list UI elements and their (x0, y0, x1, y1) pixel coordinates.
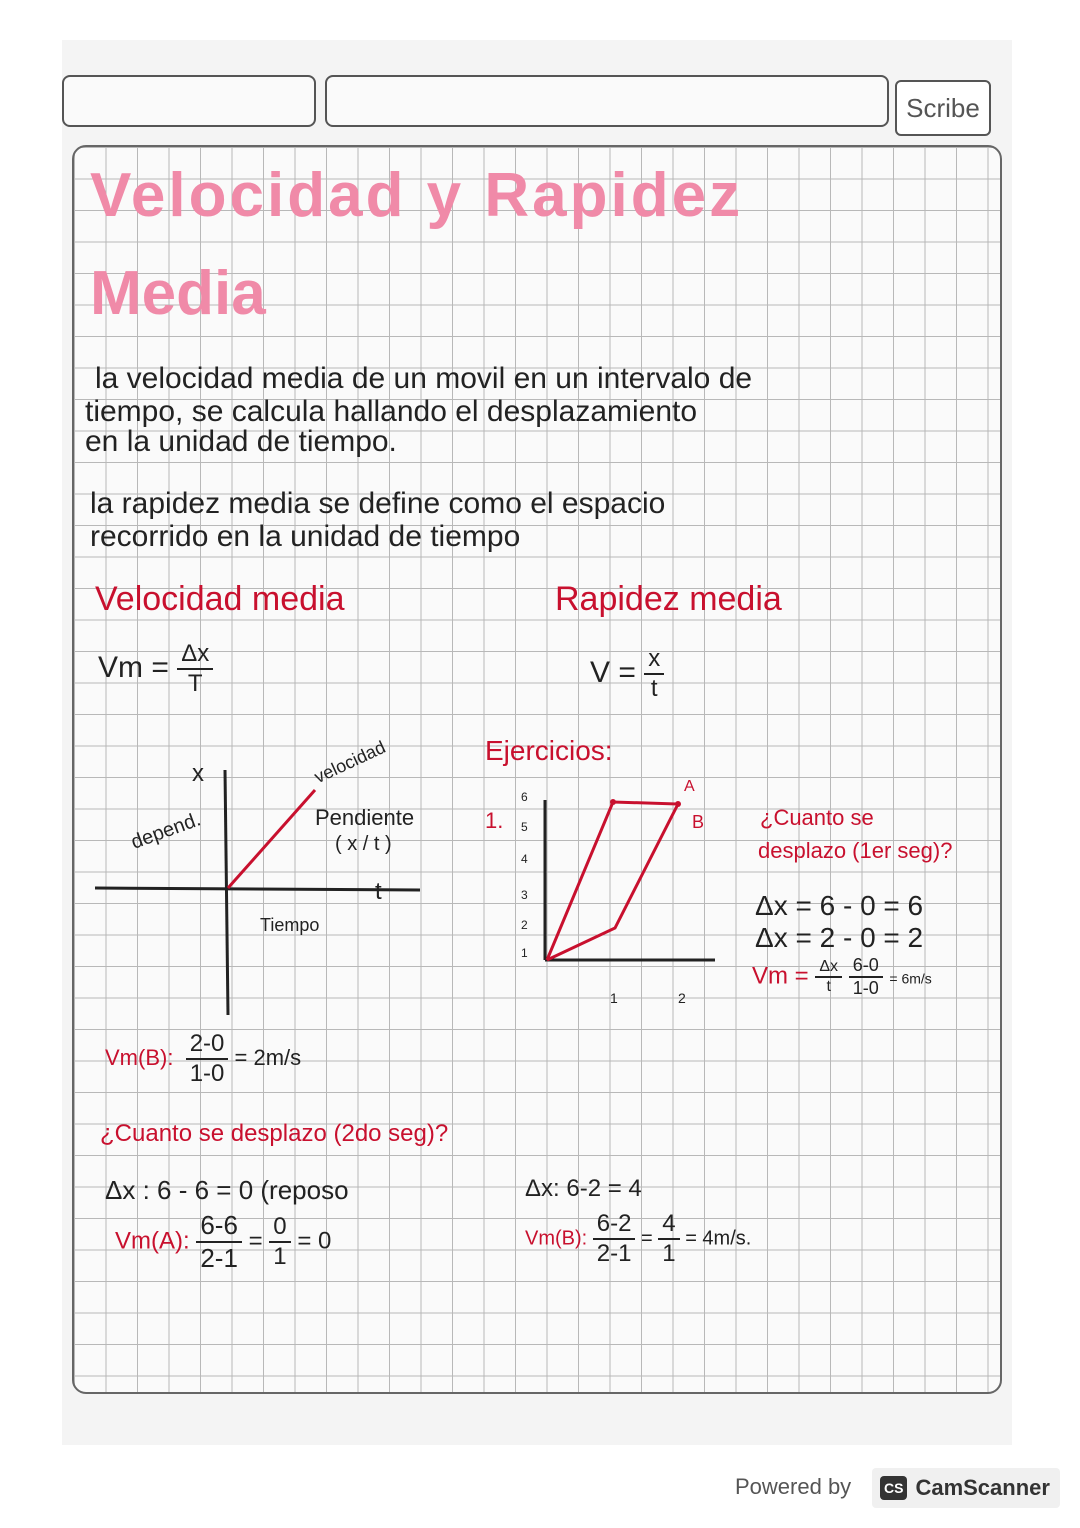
y-axis (225, 770, 228, 1015)
lhs: V = (590, 655, 636, 689)
numerator: 0 (269, 1213, 290, 1243)
point-b-label: B (692, 812, 705, 832)
numerator: Δx (815, 958, 842, 978)
numerator: Δx (177, 640, 213, 670)
title-line1: Velocidad y Rapidez (90, 161, 744, 230)
result: = 6m/s (889, 970, 932, 987)
lhs: Vm(B): (525, 1227, 588, 1250)
vma-calc: Vm(A): $\frac{6-6}{2-1}$ = $\frac{0}{1}$ = 0 (115, 1210, 332, 1273)
denominator: t (650, 675, 658, 702)
brand-logo: Scribe (895, 80, 991, 136)
numerator: 6-2 (593, 1210, 636, 1240)
lhs: Vm(A): (115, 1227, 190, 1255)
calc-line: Δx = 2 - 0 = 2 (755, 922, 924, 953)
point-b (675, 801, 681, 807)
denominator: 1 (662, 1240, 676, 1267)
ejercicios-heading: Ejercicios: (485, 735, 613, 766)
y-tick: 1 (521, 946, 528, 960)
y-tick: 6 (521, 790, 528, 804)
position-path (547, 802, 678, 960)
exercise-number: 1. (485, 808, 504, 833)
result: = 2m/s (234, 1044, 302, 1070)
text-line: la rapidez media se define como el espacio (90, 487, 666, 520)
x-tick: 2 (678, 990, 686, 1006)
point-a-label: A (684, 778, 695, 795)
y-tick: 2 (521, 918, 528, 932)
y-tick: 5 (521, 820, 528, 834)
x-axis (95, 888, 420, 890)
rapidez-heading: Rapidez media (555, 580, 782, 618)
slope-sub: ( x / t ) (335, 833, 392, 855)
lhs: Vm = (98, 650, 169, 684)
numerator: 4 (658, 1210, 679, 1240)
denominator: 1-0 (852, 978, 879, 998)
point-a (610, 799, 616, 805)
rapidez-formula (590, 645, 664, 703)
question-1: ¿Cuanto se (760, 805, 874, 830)
numerator: 6-6 (196, 1210, 242, 1243)
vmb-calc (105, 1030, 301, 1088)
text-line: la velocidad media de un movil en un intervalo de (95, 362, 753, 395)
numerator: x (644, 645, 664, 675)
header-box-title (325, 75, 889, 127)
text-line: tiempo, se calcula hallando el desplazamiento (85, 395, 698, 428)
denominator: 1-0 (189, 1060, 225, 1087)
app-name: CamScanner (915, 1475, 1050, 1500)
text-line: recorrido en la unidad de tiempo (90, 520, 521, 553)
y-tick: 4 (521, 852, 528, 866)
calc-line: Δx : 6 - 6 = 0 (reposo (105, 1175, 349, 1205)
numerator: 6-0 (849, 955, 883, 978)
denominator: T (187, 670, 203, 697)
header-box-date (62, 75, 316, 127)
calc-line: Δx: 6-2 = 4 (525, 1175, 642, 1202)
y-axis-note: depend. (128, 808, 204, 854)
y-tick: 3 (521, 888, 528, 902)
x-axis-note: Tiempo (260, 915, 320, 935)
denominator: 1 (273, 1243, 287, 1270)
slope-label: Pendiente (315, 805, 415, 830)
cs-icon: CS (880, 1476, 907, 1500)
question-1: desplazo (1er seg)? (758, 838, 953, 863)
velocidad-formula (98, 640, 213, 698)
line-label: velocidad (311, 736, 389, 788)
velocity-line (228, 790, 315, 888)
denominator: 2-1 (200, 1243, 238, 1273)
question-2: ¿Cuanto se desplazo (2do seg)? (100, 1120, 449, 1147)
lhs: Vm = (752, 962, 809, 990)
denominator: 2-1 (596, 1240, 632, 1267)
powered-by: Powered by (735, 1474, 852, 1499)
velocidad-heading: Velocidad media (95, 580, 345, 618)
camscanner-logo (872, 1468, 1060, 1508)
denominator: t (826, 978, 831, 995)
result: = 4m/s. (685, 1227, 752, 1250)
y-axis-label: x (192, 760, 204, 787)
vm-calc (752, 955, 932, 999)
text-line: en la unidad de tiempo. (85, 425, 397, 458)
lhs: Vm(B): (105, 1044, 174, 1070)
x-axis-label: t (375, 878, 382, 905)
x-tick: 1 (610, 990, 618, 1006)
vmb2-calc: Vm(B): $\frac{6-2}{2-1}$ = $\frac{4}{1}$ = 4m/s. (525, 1210, 752, 1267)
numerator: 2-0 (186, 1030, 229, 1060)
result: = 0 (297, 1227, 332, 1255)
calc-line: Δx = 6 - 0 = 6 (755, 890, 924, 921)
title-line2: Media (90, 259, 266, 328)
